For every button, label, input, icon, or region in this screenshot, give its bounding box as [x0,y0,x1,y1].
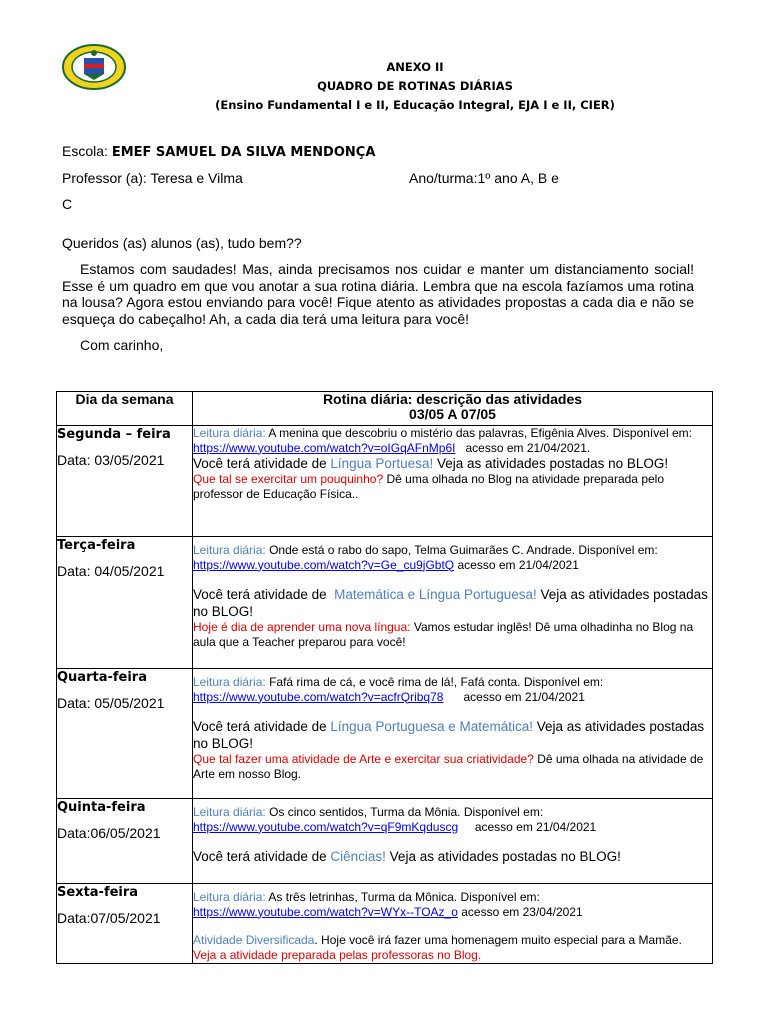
letter-body-text: Estamos com saudades! Mas, ainda precisamos nos cuidar e manter um distanciamento social! Esse é um quadro em que vou anotar a sua rotina diária. Lembra que na escola fazíamos uma rotina na lousa? Agora estou enviando para você! Fique atento as atividades propostas a cada dia e não se esqueça do cabeçalho! Ah, a cada dia terá uma leitura para você! [62,261,694,327]
class-continuation: C [62,196,73,212]
activity-subject: Língua Portuguesa e Matemática! [330,719,534,734]
activity-subject: Língua Portuesa! [330,456,434,471]
extra-text: Dê uma olhada na atividade de Arte em nosso Blog. [193,752,704,781]
table-header-row [57,392,713,426]
table-row [57,669,713,799]
table-row [57,537,713,669]
reading-label: Leitura diária: [193,543,266,557]
class-value: 1º ano A, B e [477,170,559,186]
access-date: acesso em 21/04/2021. [465,440,591,455]
activity-suffix: Veja as atividades postadas no BLOG! [436,456,669,471]
activity-prefix: Você terá atividade de [193,849,327,864]
access-date: acesso em 23/04/2021 [461,904,583,919]
day-cell [57,426,193,537]
routine-table [56,391,713,964]
routine-cell [193,799,713,884]
day-date: Data:06/05/2021 [57,825,161,841]
day-cell [57,799,193,884]
closing: Com carinho, [80,337,164,353]
access-date: acesso em 21/04/2021 [457,557,579,572]
day-date: Data:07/05/2021 [57,910,161,926]
access-date: acesso em 21/04/2021 [463,689,585,704]
routine-cell [193,669,713,799]
reading-text: Fafá rima de cá, e você rima de lá!, Fafá conta. Disponível em: [269,675,604,689]
teacher-name: Teresa e Vilma [150,170,243,186]
extra-text: Vamos estudar inglês! Dê uma olhadinha no Blog na aula que a Teacher preparou para você! [193,620,694,649]
table-row [57,799,713,884]
routine-cell [193,426,713,537]
extra-highlight: Hoje é dia de aprender uma nova língua: [193,620,411,634]
video-link[interactable]: https://www.youtube.com/watch?v=oIGqAFnMp6I [193,440,456,455]
greeting: Queridos (as) alunos (as), tudo bem?? [62,235,302,251]
extra-highlight: Que tal se exercitar um pouquinho? [193,472,384,486]
routine-column-header [193,392,713,426]
day-cell [57,669,193,799]
teacher-label: Professor (a): [62,170,147,186]
reading-text: A menina que descobriu o mistério das palavras, Efigênia Alves. Disponível em: [268,426,692,440]
day-name: Quarta-feira [57,670,147,685]
day-column-header: Dia da semana [57,392,193,426]
routine-cell [193,884,713,964]
letter-body [62,261,694,327]
reading-label: Leitura diária: [193,426,266,440]
day-date: Data: 04/05/2021 [57,563,165,579]
day-name: Segunda – feira [57,427,171,442]
class-line [409,169,559,187]
routine-header-dates: 03/05 A 07/05 [409,406,496,422]
table-row [57,884,713,964]
class-label: Ano/turma: [409,170,478,186]
day-date: Data: 03/05/2021 [57,452,165,468]
reading-text: Os cinco sentidos, Turma da Mônia. Disponível em: [269,805,544,819]
reading-text: As três letrinhas, Turma da Mônica. Disponível em: [268,890,540,904]
activity-prefix: Você terá atividade de [193,587,327,602]
activity-prefix: Você terá atividade de [193,719,327,734]
day-cell [57,537,193,669]
activity-suffix: Veja as atividades postadas no BLOG! [389,849,621,864]
routine-cell [193,537,713,669]
day-name: Quinta-feira [57,800,146,815]
activity-subject: Ciências! [330,849,386,864]
diversified-text: . Hoje você irá fazer uma homenagem muito especial para a Mamãe. [314,933,682,947]
diversified-label: Atividade Diversificada [193,933,315,947]
routine-header-title: Rotina diária: descrição das atividades [322,391,583,407]
document-title: QUADRO DE ROTINAS DIÁRIAS [317,79,513,93]
extra-highlight: Que tal fazer uma atividade de Arte e exercitar sua criatividade? [193,752,534,766]
table-row [57,426,713,537]
activity-suffix: Veja as atividades postadas no BLOG! [193,587,708,619]
school-label: Escola: [62,143,108,159]
extra-text: Dê uma olhada no Blog na atividade preparada pelo professor de Educação Física.. [193,472,665,501]
document-header [200,58,630,115]
reading-label: Leitura diária: [193,805,266,819]
day-cell [57,884,193,964]
activity-suffix: Veja as atividades postadas no BLOG! [193,719,705,751]
access-date: acesso em 21/04/2021 [474,819,597,834]
video-link[interactable]: https://www.youtube.com/watch?v=acfrQribq78 [193,689,444,704]
day-name: Sexta-feira [57,885,139,900]
school-line [62,142,375,162]
school-logo-icon [62,44,126,90]
reading-text: Onde está o rabo do sapo, Telma Guimarães C. Andrade. Disponível em: [269,543,658,557]
video-link[interactable]: https://www.youtube.com/watch?v=WYx--TOAz_o [193,904,458,919]
day-name: Terça-feira [57,538,136,553]
video-link[interactable]: https://www.youtube.com/watch?v=Ge_cu9jGbtQ [193,557,455,572]
activity-prefix: Você terá atividade de [193,456,327,471]
teacher-line [62,169,243,187]
reading-label: Leitura diária: [193,675,266,689]
diversified-highlight: Veja a atividade preparada pelas professoras no Blog. [193,947,482,962]
activity-subject: Matemática e Língua Portuguesa! [334,587,537,602]
reading-label: Leitura diária: [193,890,266,904]
day-date: Data: 05/05/2021 [57,695,165,711]
annex-title: ANEXO II [386,60,444,74]
video-link[interactable]: https://www.youtube.com/watch?v=qF9mKqduscg [193,819,459,834]
document-subtitle: (Ensino Fundamental I e II, Educação Integral, EJA I e II, CIER) [215,98,615,112]
school-name: EMEF SAMUEL DA SILVA MENDONÇA [111,145,376,160]
